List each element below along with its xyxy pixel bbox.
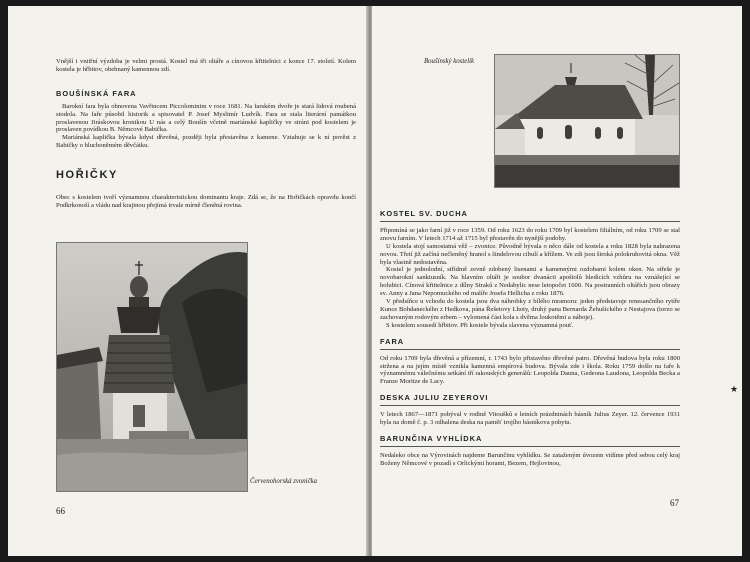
bell-tower-illustration [57,243,247,491]
photo-bell-tower [56,242,248,492]
section-heading-horicky: HOŘIČKY [56,169,118,182]
paragraph: Od roku 1709 byla dřevěná a přízemní, r. 1743 bylo přistavěno dřevěné patro. Dřevěná budova byla roku 1800 stržena a na jejím místě vznikla kamenná empírová budova. Bývala zde i škola. Roku 1759 došlo na faře k významnému válečnému setkání tří rakouských generálů: Leopolda Dauna, Gedeona Laudona, Leopolda Becka a Franze Moritze de Lacy. [380,354,680,386]
section-heading-bousinska-fara: BOUŠÍNSKÁ FARA [56,88,137,98]
paragraph: Nedaleko obce na Výrovinách najdeme Barunčinu vyhlídku. Se zataženým úvozem vidíme před sebou celý kraj Boženy Němcové v pozadí s Orlickými horami, Bezem, Hejlovinou, [380,451,680,467]
section-rule [380,446,680,447]
margin-star-icon: ★ [730,384,739,394]
intro-paragraph: Vnější i vnitřní výzdoba je velmi prostá. Kostel má tři oltáře a cínovou křtitelnici z konce 17. století. Kolem kostela je hřbitov, obehnaný kamennou zdí. [56,58,356,73]
paragraph: V předsíňce u vchodu do kostela jsou dva náhrobky z bílého mramoru: jeden představuje renesančního rytíře Kunce Bohdaneckého z Hedkova, pána Řešetovy Lhoty, druhý pana Bernarda Žehušického z Nestajova (torzo se zachovaným rodovým erbem – vylomená část kola s dvěma loukotěmi a náboje). [380,298,680,321]
photo-caption-kostelik: Boušínský kostelík [424,58,475,65]
left-page [8,6,368,556]
page-number-left: 66 [56,506,65,516]
paragraph: S kostelem sousedí hřbitov. Při kostele bývala slavena významná pouť. [386,321,574,329]
right-text-column [380,210,680,468]
church-illustration [495,55,679,187]
left-text-column [56,58,356,210]
section-heading-kostel-sv-ducha: KOSTEL SV. DUCHA [380,209,468,218]
paragraph: V letech 1867—1871 pobýval v rodině Vitoušků e letních prázdninách básník Julius Zeyer. 12. července 1931 byla na domě č. p. 3 odhalena deska na paměť trojího básníkova pobytu. [380,411,680,427]
section-rule [380,349,680,350]
right-page [372,6,742,556]
paragraph: Obec s kostelem tvoří významnou charakteristickou dominantu kraje. Zdá se, že na Hořičkách opravdu končí Podkrkonoší a vládu nad krajinou přejímá trvale mírně členěná rovina. [56,194,356,209]
paragraph: Připomíná se jako farní již v roce 1359. Od roku 1623 do roku 1709 byl kostelem filiálním, od roku 1709 se stal znovu farním. V letech 1714 až 1715 byl přestavěn do nynější podoby. [380,226,680,242]
photo-caption-zvonicka: Červenohorská zvonička [250,478,318,485]
section-heading-fara: FARA [380,336,405,346]
paragraph: Mariánská kaplička bývala kdysi dřevěná, později byla přestavěna z kamene. Vztahuje se k ní pověst z Babičky o hluchoněmém děvčátku. [56,134,356,150]
section-rule [380,405,680,406]
section-rule [380,221,680,222]
photo-church [494,54,680,188]
paragraph: U kostela stojí samostatná věž – zvonice. Původně bývala o něco dále od kostela a roku 1828 byla nahrazena novou. Třetí již začíná nečleněný hranol s šindelovou cibulí a křížem. Ve zdi jsou široká polokruhovitá okna. Věž byla vlastně nedostavěna. [380,242,680,266]
paragraph: Barokní fara byla obnovena Vavřincem Piccolominim v roce 1681. Na farském dvoře je stará lidová roubená stodola. Na faře působil historik a spisovatel P. Josef Myslimír Ludvík. Fara se stala literární památkou proslavenou Jiráskovou kronikou U nás a celý Boušín včetně mariánské kapličky ve stráni pod kostelem je proslaven povídkou B. Němcové Babička. [56,102,356,134]
page-number-right: 67 [670,498,679,508]
section-heading-barunčina-vyhlidka: BARUNČINA VYHLÍDKA [380,433,483,443]
paragraph: Kostel je jednolodní, střídmě zevně zdobený lisenami a kamennými ozdobami kolem oken. Na střeše je novobarokní sanktusník. Na hlavním oltáři je soubor dvanácti apoštolů hledících vzhůru na vznášející se holubici. Cínová křtitelnice z dílny Straků z Nedabylic nese letopočet 1600. Na postranních oltářích jsou obrazy sv. Anny a Jana Nepomuckého od malíře Josefa Hellicha z roku 1876. [380,266,680,298]
section-heading-deska-zeyerovi: DESKA JULIU ZEYEROVI [380,393,489,403]
